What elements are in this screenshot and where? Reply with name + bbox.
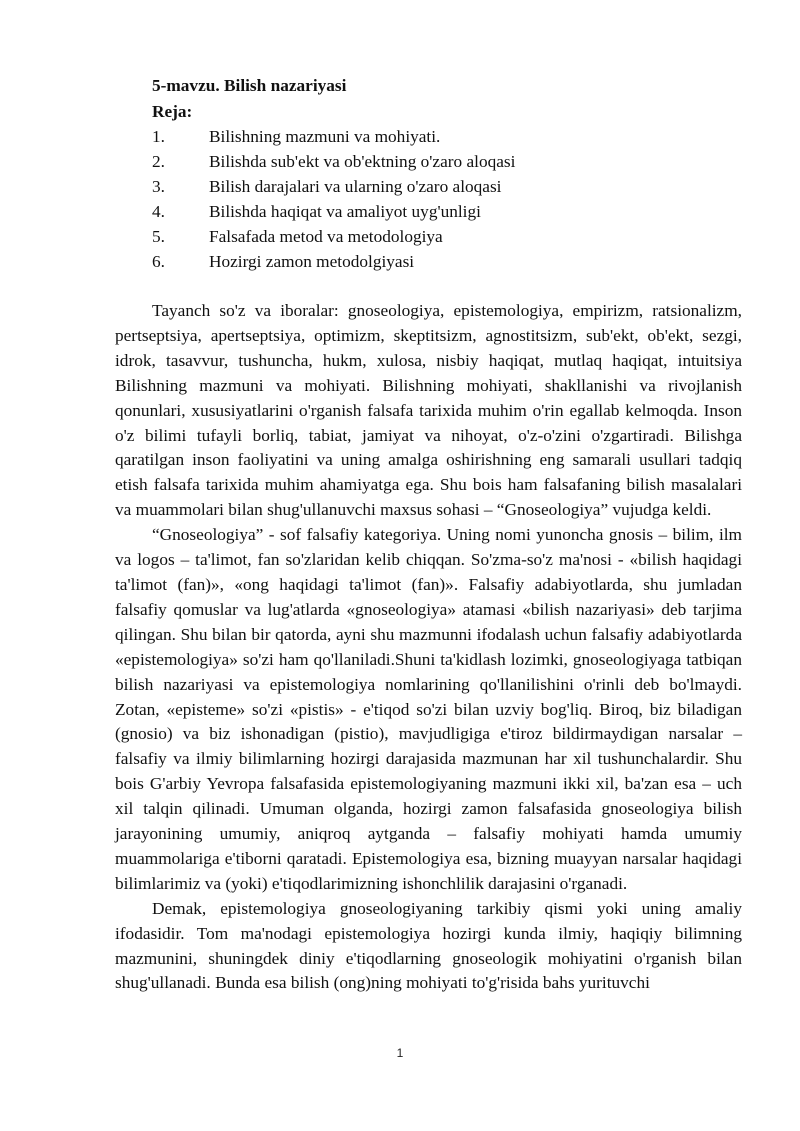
plan-item-text: Hozirgi zamon metodolgiyasi xyxy=(209,252,415,271)
plan-item-number: 1. xyxy=(152,127,165,146)
plan-item-text: Bilish darajalari va ularning o'zaro aloqasi xyxy=(209,177,502,196)
document-body xyxy=(115,73,742,996)
plan-item xyxy=(115,149,742,174)
body-paragraph-keywords: Tayanch so'z va iboralar: gnoseologiya, epistemologiya, empirizm, ratsionalizm, pertseptsiya, apertseptsiya, optimizm, skeptitsizm, agnostitsizm, sub'ekt, ob'ekt, sezgi, idrok, tasavvur, tushuncha, hukm, xulosa, nisbiy haqiqat, mutlaq haqiqat, intuitsiya Bilishning mazmuni va mohiyati. Bilishning mohiyati, shakllanishi va rivojlanish qonunlari, xususiyatlarini o'rganish falsafa tarixida muhim o'rin egallab kelmoqda. Inson o'z bilimi tufayli borliq, tabiat, jamiyat va nihoyat, o'z-o'zini o'zgartiradi. Bilishga qaratilgan inson faoliyatini va uning amalga oshirishning eng samarali usullari tadqiq etish falsafa tarixida muhim ahamiyatga ega. Shu bois ham falsafaning bilish masalalari va muammolari bilan shug'ullanuvchi maxsus sohasi – “Gnoseologiya” vujudga keldi. xyxy=(115,301,742,520)
plan-item-number: 4. xyxy=(152,202,165,221)
plan-item xyxy=(115,249,742,274)
body-paragraph-gnoseology: “Gnoseologiya” - sof falsafiy kategoriya. Uning nomi yunoncha gnosis – bilim, ilm va logos – ta'limot, fan so'zlaridan kelib chiqqan. So'zma-so'z ma'nosi - «bilish haqidagi ta'limot (fan)», «ong haqidagi ta'limot (fan)». Falsafiy adabiyotlarda, shu jumladan falsafiy qomuslar va lug'atlarda «gnoseologiya» atamasi «bilish nazariyasi» deb tarjima qilingan. Shu bilan bir qatorda, ayni shu mazmunni ifodalash uchun falsafiy adabiyotlarda «epistemologiya» so'zi ham qo'llaniladi.Shuni ta'kidlash lozimki, gnoseologiyaga tatbiqan bilish nazariyasi va epistemologiya nomlarining qo'llanilishini o'rinli deb bo'lmaydi. Zotan, «episteme» so'zi «pistis» - e'tiqod so'zi bilan uzviy bog'liq. Biroq, biz biladigan (gnosio) va biz ishonadigan (pistio), mavjudligiga e'tiroz bildirmaydigan narsalar – falsafiy va ilmiy bilimlarning hozirgi darajasida mazmunan har xil tushunchalardir. Shu bois G'arbiy Yevropa falsafasida epistemologiyaning mazmuni ikki xil, ba'zan esa – uch xil talqin qilinadi. Umuman olganda, hozirgi zamon falsafasida gnoseologiya bilish jarayonining umumiy, aniqroq aytganda – falsafiy mohiyati hamda umumiy muammolariga e'tiborni qaratadi. Epistemologiya esa, bizning muayyan narsalar haqidagi bilimlarimiz va (yoki) e'tiqodlarimizning ishonchlilik darajasini o'rganadi. xyxy=(115,525,742,893)
section-spacer xyxy=(115,274,742,299)
plan-item-number: 3. xyxy=(152,177,165,196)
plan-item-text: Falsafada metod va metodologiya xyxy=(209,227,443,246)
page-number: 1 xyxy=(396,1046,404,1060)
plan-item-number: 2. xyxy=(152,152,165,171)
plan-item-text: Bilishning mazmuni va mohiyati. xyxy=(209,127,441,146)
plan-item xyxy=(115,224,742,249)
document-title: 5-mavzu. Bilish nazariyasi xyxy=(152,76,347,95)
plan-item xyxy=(115,124,742,149)
plan-list xyxy=(115,124,742,274)
plan-item-text: Bilishda haqiqat va amaliyot uyg'unligi xyxy=(209,202,481,221)
plan-item xyxy=(115,199,742,224)
body-paragraph-epistemology: Demak, epistemologiya gnoseologiyaning tarkibiy qismi yoki uning amaliy ifodasidir. Tom ma'nodagi epistemologiya hozirgi kunda ilmiy, haqiqiy bilimning mazmunini, shuningdek diniy e'tiqodlarning gnoseologik mohiyatini o'rganish bilan shug'ullanadi. Bunda esa bilish (ong)ning mohiyati to'g'risida bahs yurituvchi xyxy=(115,898,742,993)
plan-item-text: Bilishda sub'ekt va ob'ektning o'zaro aloqasi xyxy=(209,152,516,171)
plan-item-number: 6. xyxy=(152,252,165,271)
plan-item-number: 5. xyxy=(152,227,165,246)
plan-item xyxy=(115,174,742,199)
plan-heading: Reja: xyxy=(152,102,193,121)
